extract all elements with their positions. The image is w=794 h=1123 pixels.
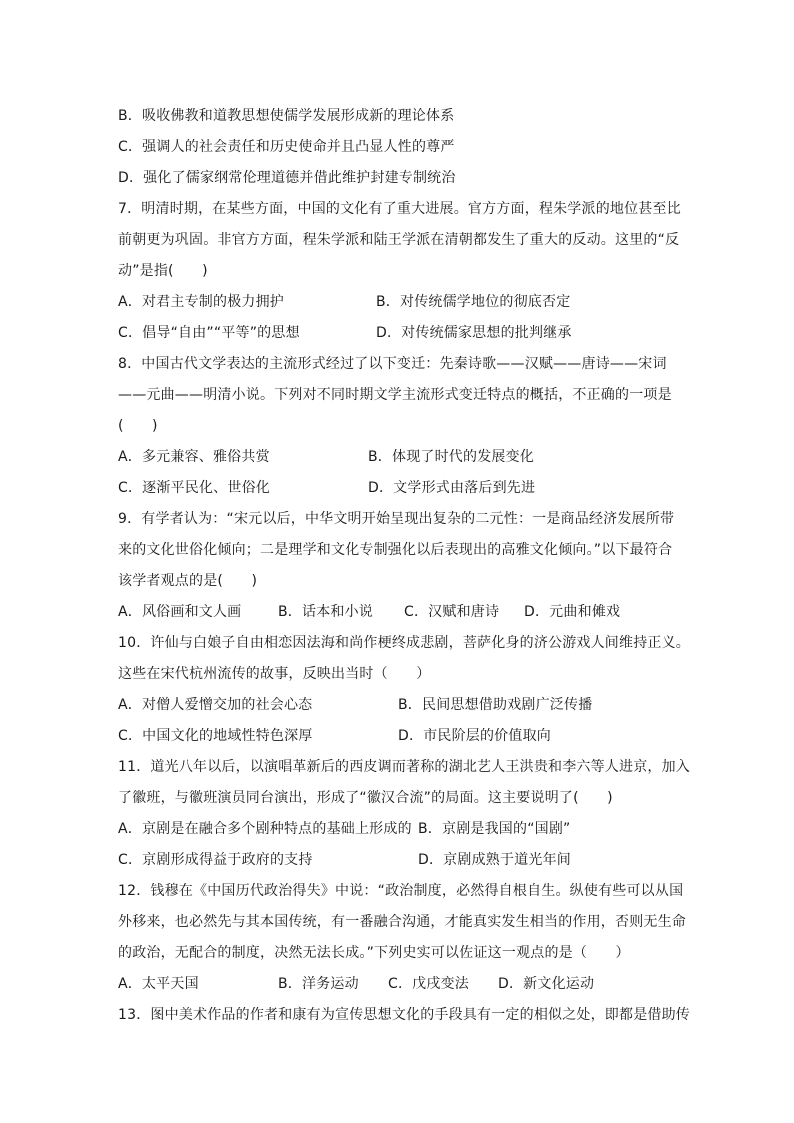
- q11-stem-line: 了徽班，与徽班演员同台演出，形成了“徽汉合流”的局面。这主要说明了( ): [118, 790, 613, 806]
- q9-option-d: D．元曲和傩戏: [524, 604, 621, 620]
- q11-option-d: D．京剧成熟于道光年间: [418, 852, 571, 868]
- q8-stem-line: ——元曲——明清小说。下列对不同时期文学主流形式变迁特点的概括，不正确的一项是: [118, 387, 672, 403]
- q9-options-row: [118, 597, 678, 628]
- q12-options-row: [118, 969, 678, 1000]
- q8-option-b: B．体现了时代的发展变化: [368, 449, 535, 465]
- q7-option-d: D．对传统儒家思想的批判继承: [376, 325, 572, 341]
- q10-option-c: C．中国文化的地域性特色深厚: [118, 728, 313, 744]
- q7-option-a: A．对君主专制的极力拥护: [118, 294, 284, 310]
- q11-options-row: [118, 845, 678, 876]
- q8-option-c: C．逐渐平民化、世俗化: [118, 480, 270, 496]
- q11-options-row: [118, 814, 678, 845]
- q11-option-c: C．京剧形成得益于政府的支持: [118, 852, 313, 868]
- q12-option-d: D．新文化运动: [498, 976, 595, 992]
- q7-options-row: [118, 287, 678, 318]
- q7-options-row: [118, 318, 678, 349]
- q12-stem-line: 12．钱穆在《中国历代政治得失》中说：“政治制度，必然得自根自生。纵使有些可以从国: [118, 883, 684, 899]
- q11-option-b: B．京剧是我国的“国剧”: [418, 821, 571, 837]
- q7-option-b: B．对传统儒学地位的彻底否定: [376, 294, 571, 310]
- q8-stem-line: 8．中国古代文学表达的主流形式经过了以下变迁：先秦诗歌——汉赋——唐诗——宋词: [118, 356, 667, 372]
- q8-options-row: [118, 473, 678, 504]
- q7-stem-line: 动”是指( ): [118, 263, 208, 279]
- q10-options-row: [118, 721, 678, 752]
- q12-stem-line: 外移来，也必然先与其本国传统，有一番融合沟通，才能真实发生相当的作用，否则无生命: [118, 914, 686, 930]
- q10-option-d: D．市民阶层的价值取向: [398, 728, 551, 744]
- q11-stem-line: 11．道光八年以后，以演唱革新后的西皮调而著称的湖北艺人王洪贵和李六等人进京，加入: [118, 759, 691, 775]
- q10-stem-line: 这些在宋代杭州流传的故事，反映出当时（ ）: [118, 666, 431, 682]
- q9-stem-line: 来的文化世俗化倾向；二是理学和文化专制强化以后表现出的高雅文化倾向。”以下最符合: [118, 542, 673, 558]
- q12-option-b: B．洋务运动: [278, 976, 359, 992]
- q6-option-b: B．吸收佛教和道教思想使儒学发展形成新的理论体系: [118, 108, 455, 124]
- q13-stem-line: 13．图中美术作品的作者和康有为宣传思想文化的手段具有一定的相似之处，即都是借助传: [118, 1007, 691, 1023]
- exam-page: [118, 101, 691, 1031]
- q10-options-row: [118, 690, 678, 721]
- q12-option-a: A．太平天国: [118, 976, 199, 992]
- q6-option-c: C．强调人的社会责任和历史使命并且凸显人性的尊严: [118, 139, 455, 155]
- q10-option-b: B．民间思想借助戏剧广泛传播: [398, 697, 593, 713]
- q7-stem-line: 前朝更为巩固。非官方方面，程朱学派和陆王学派在清朝都发生了重大的反动。这里的“反: [118, 232, 680, 248]
- q7-stem-line: 7．明清时期，在某些方面，中国的文化有了重大进展。官方方面，程朱学派的地位甚至比: [118, 201, 681, 217]
- q10-option-a: A．对僧人爱憎交加的社会心态: [118, 697, 313, 713]
- q9-option-c: C．汉赋和唐诗: [404, 604, 500, 620]
- q7-option-c: C．倡导“自由”“平等”的思想: [118, 325, 300, 341]
- q9-stem-line: 9．有学者认为：“宋元以后，中华文明开始呈现出复杂的二元性：一是商品经济发展所带: [118, 511, 675, 527]
- q12-stem-line: 的政治，无配合的制度，决然无法长成。”下列史实可以佐证这一观点的是（ ）: [118, 945, 630, 961]
- q12-option-c: C．戊戌变法: [388, 976, 469, 992]
- q11-option-a: A．京剧是在融合多个剧种特点的基础上形成的: [118, 821, 412, 837]
- q8-options-row: [118, 442, 678, 473]
- q9-option-b: B．话本和小说: [278, 604, 374, 620]
- q6-option-d: D．强化了儒家纲常伦理道德并借此维护封建专制统治: [118, 170, 456, 186]
- q8-option-a: A．多元兼容、雅俗共赏: [118, 449, 270, 465]
- q9-option-a: A．风俗画和文人画: [118, 604, 242, 620]
- q8-stem-line: ( ): [118, 418, 158, 434]
- q8-option-d: D．文学形式由落后到先进: [368, 480, 536, 496]
- q9-stem-line: 该学者观点的是( ): [118, 573, 258, 589]
- q10-stem-line: 10．许仙与白娘子自由相恋因法海和尚作梗终成悲剧，菩萨化身的济公游戏人间维持正义。: [118, 635, 691, 651]
